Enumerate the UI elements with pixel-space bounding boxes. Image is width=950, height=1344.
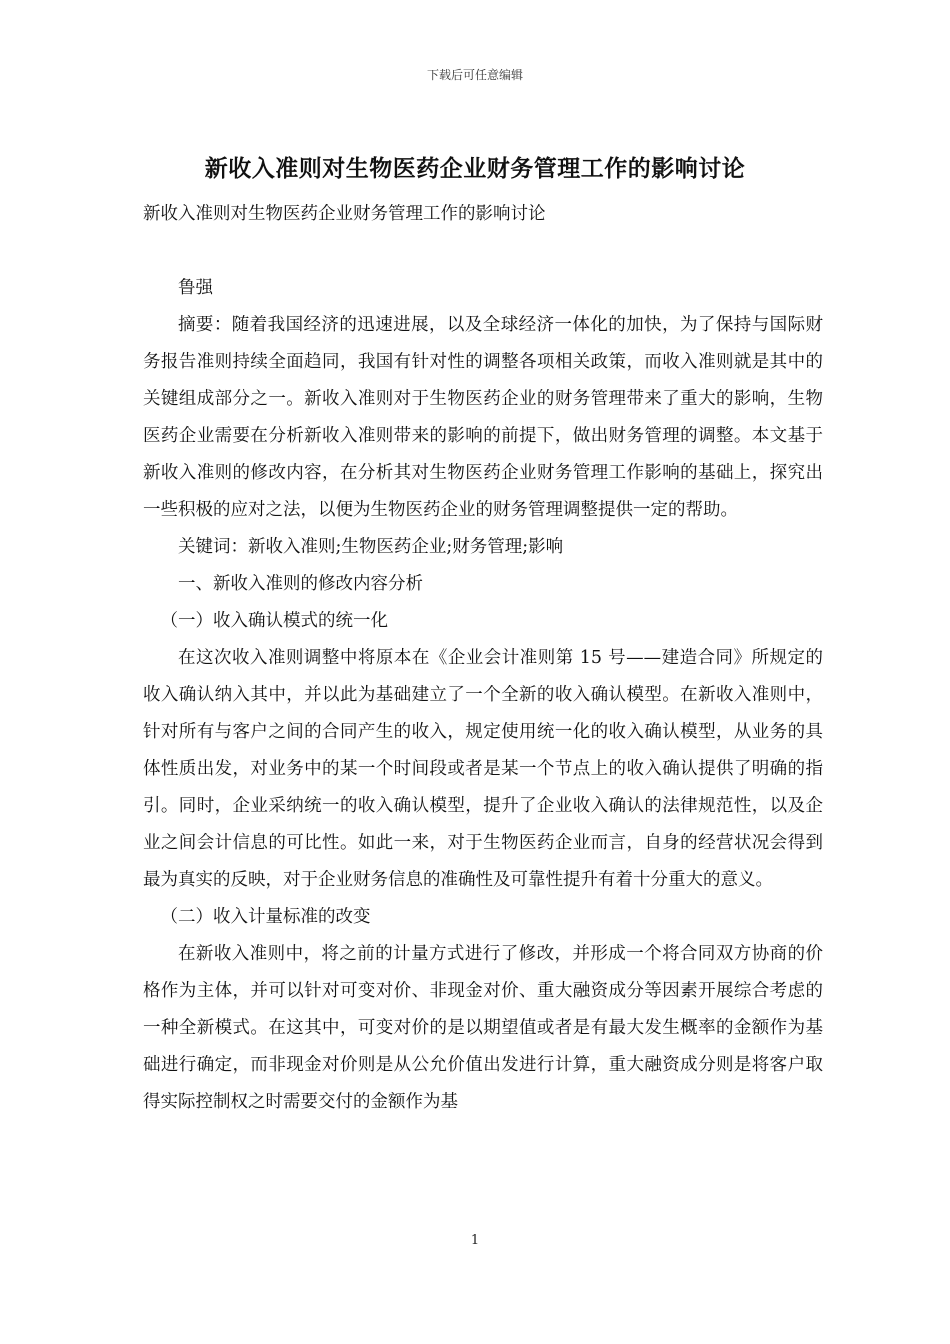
subsection-heading: （一）收入确认模式的统一化: [160, 611, 388, 631]
page-header: 下载后可任意编辑: [426, 68, 523, 82]
subsection-heading: （二）收入计量标准的改变: [160, 907, 371, 927]
page-number: 1: [470, 1233, 480, 1248]
document-title: 新收入准则对生物医药企业财务管理工作的影响讨论: [204, 155, 746, 182]
document-body: [143, 196, 823, 1121]
body-paragraph: 在新收入准则中，将之前的计量方式进行了修改，并形成一个将合同双方协商的价格作为主体，并可以针对可变对价、非现金对价、重大融资成分等因素开展综合考虑的一种全新模式。在这其中，可变对价的是以期望值或者是有最大发生概率的金额作为基础进行确定，而非现金对价则是从公允价值出发进行计算，重大融资成分则是将客户取得实际控制权之时需要交付的金额作为基: [143, 944, 823, 1112]
blank-line: [143, 233, 823, 270]
abstract-paragraph: 摘要：随着我国经济的迅速进展，以及全球经济一体化的加快，为了保持与国际财务报告准则持续全面趋同，我国有针对性的调整各项相关政策，而收入准则就是其中的关键组成部分之一。新收入准则对于生物医药企业的财务管理带来了重大的影响，生物医药企业需要在分析新收入准则带来的影响的前提下，做出财务管理的调整。本文基于新收入准则的修改内容，在分析其对生物医药企业财务管理工作影响的基础上，探究出一些积极的应对之法，以便为生物医药企业的财务管理调整提供一定的帮助。: [143, 315, 823, 520]
author: 鲁强: [178, 278, 213, 298]
document-subtitle: 新收入准则对生物医药企业财务管理工作的影响讨论: [143, 204, 546, 224]
keywords: 关键词：新收入准则;生物医药企业;财务管理;影响: [178, 537, 564, 557]
section-heading: 一、新收入准则的修改内容分析: [178, 574, 423, 594]
body-paragraph: 在这次收入准则调整中将原本在《企业会计准则第 15 号——建造合同》所规定的收入确认纳入其中，并以此为基础建立了一个全新的收入确认模型。在新收入准则中，针对所有与客户之间的合同产生的收入，规定使用统一化的收入确认模型，从业务的具体性质出发，对业务中的某一个时间段或者是某一个节点上的收入确认提供了明确的指引。同时，企业采纳统一的收入确认模型，提升了企业收入确认的法律规范性，以及企业之间会计信息的可比性。如此一来，对于生物医药企业而言，自身的经营状况会得到最为真实的反映，对于企业财务信息的准确性及可靠性提升有着十分重大的意义。: [143, 648, 823, 890]
